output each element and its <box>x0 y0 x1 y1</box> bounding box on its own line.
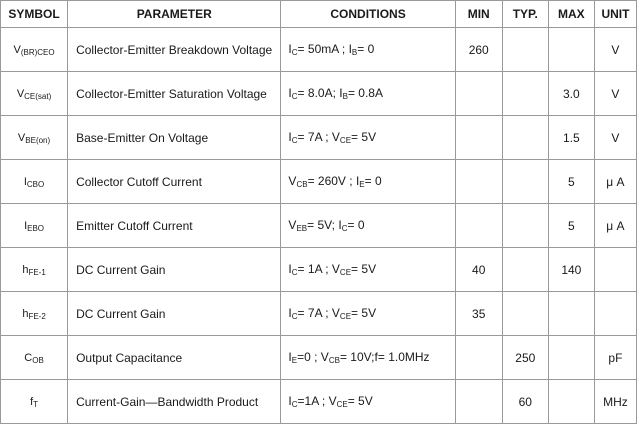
symbol-main: f <box>30 396 34 408</box>
max-cell <box>548 336 594 380</box>
table-row <box>1 380 637 424</box>
symbol-subscript: FE-2 <box>28 312 46 321</box>
conditions-cell <box>281 292 455 336</box>
conditions-cell <box>281 116 455 160</box>
condition-value: =0 ; <box>297 350 321 364</box>
table-row <box>1 336 637 380</box>
typ-cell <box>502 72 548 116</box>
max-cell: 1.5 <box>548 116 594 160</box>
symbol-main: I <box>24 220 28 232</box>
condition-value: = 50mA ; <box>297 42 349 56</box>
typ-cell <box>502 292 548 336</box>
conditions-cell <box>281 336 455 380</box>
max-cell: 5 <box>548 204 594 248</box>
unit-cell: V <box>594 72 636 116</box>
symbol-main: V <box>17 132 26 144</box>
min-cell <box>455 204 502 248</box>
header-symbol: SYMBOL <box>1 1 68 28</box>
table-row <box>1 160 637 204</box>
symbol-subscript: EBO <box>27 224 45 233</box>
symbol-cell <box>1 292 68 336</box>
typ-cell <box>502 160 548 204</box>
typ-cell <box>502 28 548 72</box>
condition-subscript: C <box>291 48 298 57</box>
table-row <box>1 116 637 160</box>
condition-subscript: CE <box>339 312 352 321</box>
max-cell <box>548 292 594 336</box>
min-cell: 260 <box>455 28 502 72</box>
min-cell: 35 <box>455 292 502 336</box>
symbol-subscript: FE-1 <box>28 268 46 277</box>
table-row <box>1 292 637 336</box>
condition-symbol: I <box>288 306 292 320</box>
parameter-cell: Output Capacitance <box>68 336 281 380</box>
min-cell <box>455 116 502 160</box>
unit-cell: pF <box>594 336 636 380</box>
min-cell <box>455 336 502 380</box>
condition-symbol: V <box>288 218 297 232</box>
unit-cell: MHz <box>594 380 636 424</box>
typ-cell <box>502 116 548 160</box>
symbol-main: V <box>13 44 21 56</box>
table-row <box>1 204 637 248</box>
condition-symbol: V <box>331 130 340 144</box>
condition-value: = 5V <box>351 306 377 320</box>
condition-value: = 5V; <box>307 218 339 232</box>
conditions-cell <box>281 204 455 248</box>
condition-symbol: V <box>331 262 340 276</box>
condition-subscript: CE <box>339 268 352 277</box>
symbol-subscript: T <box>33 400 39 409</box>
symbol-cell <box>1 72 68 116</box>
condition-subscript: C <box>291 92 298 101</box>
unit-cell <box>594 292 636 336</box>
condition-value: = 1A ; <box>297 262 332 276</box>
condition-symbol: I <box>339 86 343 100</box>
condition-value: = 0 <box>364 174 382 188</box>
condition-subscript: C <box>341 224 348 233</box>
unit-cell: V <box>594 116 636 160</box>
condition-subscript: B <box>342 92 348 101</box>
max-cell: 5 <box>548 160 594 204</box>
condition-value: = 7A ; <box>297 306 332 320</box>
condition-value: = 5V <box>347 394 373 408</box>
condition-subscript: CB <box>296 180 308 189</box>
min-cell <box>455 380 502 424</box>
condition-subscript: CE <box>336 400 348 409</box>
typ-cell <box>502 204 548 248</box>
condition-subscript: E <box>291 356 298 365</box>
min-cell <box>455 72 502 116</box>
condition-symbol: V <box>320 350 329 364</box>
typ-cell: 250 <box>502 336 548 380</box>
header-unit: UNIT <box>594 1 636 28</box>
symbol-cell <box>1 248 68 292</box>
condition-symbol: V <box>331 306 340 320</box>
unit-cell: μ A <box>594 160 636 204</box>
symbol-subscript: (BR)CEO <box>20 48 55 57</box>
condition-subscript: CB <box>328 356 340 365</box>
symbol-main: I <box>23 176 27 188</box>
parameter-cell: Current-Gain—Bandwidth Product <box>68 380 281 424</box>
symbol-main: h <box>22 264 29 276</box>
parameter-cell: Emitter Cutoff Current <box>68 204 281 248</box>
header-parameter: PARAMETER <box>68 1 281 28</box>
max-cell: 3.0 <box>548 72 594 116</box>
header-min: MIN <box>455 1 502 28</box>
typ-cell: 60 <box>502 380 548 424</box>
symbol-subscript: CBO <box>26 180 45 189</box>
typ-cell <box>502 248 548 292</box>
header-max: MAX <box>548 1 594 28</box>
condition-value: = 0 <box>357 42 375 56</box>
parameter-cell: Collector-Emitter Breakdown Voltage <box>68 28 281 72</box>
condition-subscript: C <box>291 400 298 409</box>
condition-value: = 7A ; <box>297 130 332 144</box>
conditions-cell <box>281 72 455 116</box>
parameter-cell: DC Current Gain <box>68 292 281 336</box>
condition-symbol: I <box>355 174 360 188</box>
condition-value: = 5V <box>351 262 377 276</box>
max-cell <box>548 380 594 424</box>
condition-value: = 0.8A <box>347 86 383 100</box>
symbol-cell <box>1 380 68 424</box>
symbol-main: h <box>22 308 29 320</box>
unit-cell <box>594 248 636 292</box>
unit-cell: μ A <box>594 204 636 248</box>
symbol-cell <box>1 28 68 72</box>
header-conditions: CONDITIONS <box>281 1 455 28</box>
min-cell <box>455 160 502 204</box>
conditions-cell <box>281 380 455 424</box>
condition-value: = 5V <box>351 130 377 144</box>
condition-symbol: I <box>288 394 292 408</box>
max-cell: 140 <box>548 248 594 292</box>
parameter-cell: Collector-Emitter Saturation Voltage <box>68 72 281 116</box>
condition-subscript: C <box>291 312 298 321</box>
condition-value: = 260V ; <box>307 174 356 188</box>
condition-symbol: I <box>288 262 292 276</box>
parameter-cell: DC Current Gain <box>68 248 281 292</box>
condition-subscript: CE <box>339 136 352 145</box>
unit-cell: V <box>594 28 636 72</box>
parameter-cell: Collector Cutoff Current <box>68 160 281 204</box>
table-row <box>1 248 637 292</box>
symbol-subscript: CE(sat) <box>24 92 52 101</box>
table-row <box>1 28 637 72</box>
symbol-cell <box>1 116 68 160</box>
condition-symbol: I <box>288 86 292 100</box>
parameter-cell: Base-Emitter On Voltage <box>68 116 281 160</box>
condition-subscript: B <box>351 48 358 57</box>
symbol-subscript: BE(on) <box>25 136 51 145</box>
conditions-cell <box>281 160 455 204</box>
max-cell <box>548 28 594 72</box>
header-row <box>1 1 637 28</box>
header-typ: TYP. <box>502 1 548 28</box>
table-body <box>1 28 637 424</box>
symbol-cell <box>1 160 68 204</box>
condition-symbol: I <box>348 42 352 56</box>
condition-value: = 10V;f= 1.0MHz <box>339 350 430 364</box>
symbol-main: V <box>16 88 25 100</box>
conditions-cell <box>281 28 455 72</box>
symbol-main: C <box>24 352 33 364</box>
condition-symbol: I <box>288 42 292 56</box>
condition-subscript: E <box>359 180 365 189</box>
symbol-cell <box>1 336 68 380</box>
min-cell: 40 <box>455 248 502 292</box>
conditions-cell <box>281 248 455 292</box>
table-row <box>1 72 637 116</box>
condition-value: = 0 <box>347 218 365 232</box>
condition-symbol: I <box>288 350 292 364</box>
condition-symbol: V <box>328 394 337 408</box>
condition-symbol: V <box>288 174 297 188</box>
condition-subscript: C <box>291 268 298 277</box>
condition-value: = 8.0A; <box>297 86 340 100</box>
condition-symbol: I <box>288 130 292 144</box>
condition-symbol: I <box>338 218 342 232</box>
symbol-cell <box>1 204 68 248</box>
symbol-subscript: OB <box>32 356 44 365</box>
condition-subscript: EB <box>296 224 308 233</box>
condition-value: =1A ; <box>297 394 329 408</box>
condition-subscript: C <box>291 136 298 145</box>
